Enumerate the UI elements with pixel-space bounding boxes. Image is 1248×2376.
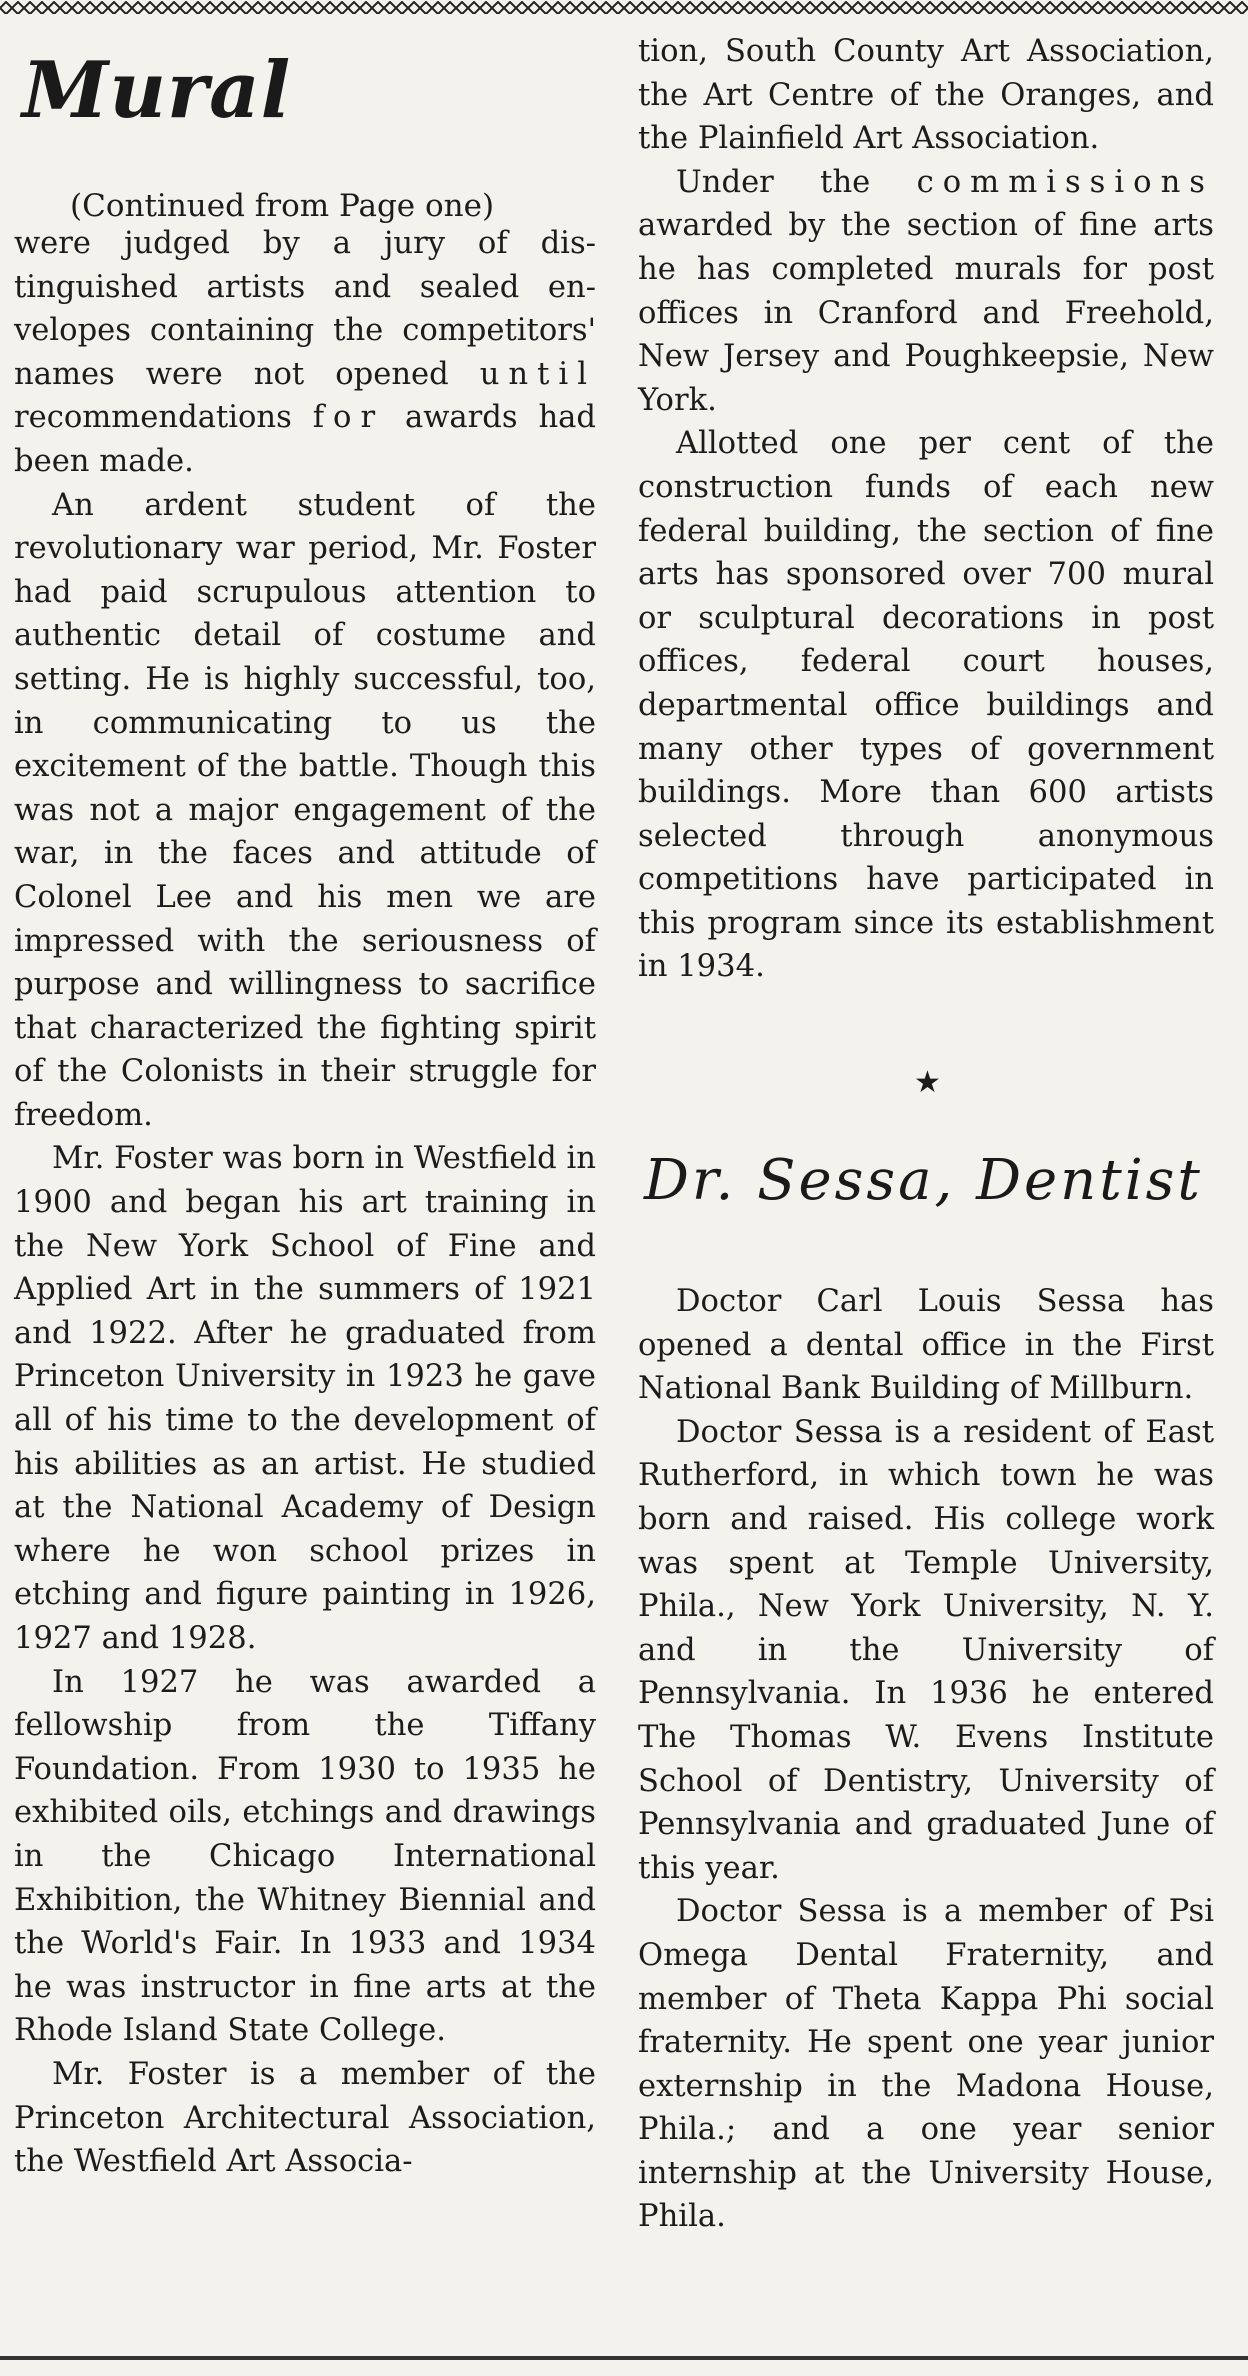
mural-paragraph-7: Allotted one per cent of the construction funds of each new federal building, the section of fine arts has sponsored over 700 mural or sculptural decorations in post offices, federal court houses, departmental office buildings and many other types of government buildings. More than 600 artists selected through anonymous competitions have participated in this program since its establishment in 1934. — [638, 426, 1214, 985]
sessa-headline: Dr. Sessa, Dentist — [644, 1148, 1203, 1213]
zigzag-border-icon — [0, 1, 1248, 14]
decorative-top-border — [0, 0, 1248, 14]
continued-line: (Continued from Page one) — [70, 188, 495, 224]
mural-headline: Mural — [22, 45, 292, 136]
mural-article-body — [14, 222, 596, 2184]
bottom-rule — [0, 2356, 1248, 2360]
mural-paragraph-4: In 1927 he was awarded a fellowship from the Tiffany Foundation. From 1930 to 1935 he exhibited oils, etchings and drawings in the Chicago International Exhibition, the Whitney Biennial and the World's Fair. In 1933 and 1934 he was instructor in fine arts at the Rhode Island State College. — [14, 1664, 596, 2049]
mural-paragraph-1: were judged by a jury of distinguished artists and sealed envelopes containing the competitors' names were not opened until recommendations for awards had been made. — [14, 226, 596, 479]
sessa-paragraph-1: Doctor Carl Louis Sessa has opened a dental office in the First National Bank Building of Millburn. — [638, 1284, 1214, 1407]
star-separator-icon: ★ — [914, 1065, 941, 1100]
mural-article-continuation — [638, 30, 1214, 989]
mural-paragraph-6: Under the commissions awarded by the section of fine arts he has completed murals for post offices in Cranford and Freehold, New Jersey and Poughkeepsie, New York. — [638, 164, 1214, 418]
mural-paragraph-5-continued: tion, South County Art Association, the Art Centre of the Oranges, and the Plainfield Art Association. — [638, 34, 1214, 157]
sessa-paragraph-3: Doctor Sessa is a member of Psi Omega Dental Fraternity, and member of Theta Kappa Phi social fraternity. He spent one year junior externship in the Madona House, Phila.; and a one year senior internship at the University House, Phila. — [638, 1894, 1214, 2235]
sessa-paragraph-2: Doctor Sessa is a resident of East Rutherford, in which town he was born and raised. His college work was spent at Temple University, Phila., New York University, N. Y. and in the University of Pennsylvania. In 1936 he entered The Thomas W. Evens Institute School of Dentistry, University of Pennsylvania and graduated June of this year. — [638, 1414, 1214, 1886]
mural-paragraph-3: Mr. Foster was born in Westfield in 1900 and began his art training in the New York School of Fine and Applied Art in the summers of 1921 and 1922. After he graduated from Princeton University in 1923 he gave all of his time to the development of his abilities as an artist. He studied at the National Academy of Design where he won school prizes in etching and figure painting in 1926, 1927 and 1928. — [14, 1141, 596, 1656]
sessa-article-body — [638, 1280, 1214, 2239]
mural-paragraph-5: Mr. Foster is a member of the Princeton Architectural Association, the Westfield Art Associa- — [14, 2056, 596, 2180]
mural-paragraph-2: An ardent student of the revolutionary war period, Mr. Foster had paid scrupulous attention to authentic detail of costume and setting. He is highly successful, too, in communicating to us the excitement of the battle. Though this was not a major engagement of the war, in the faces and attitude of Colonel Lee and his men we are impressed with the seriousness of purpose and willingness to sacrifice that characterized the fighting spirit of the Colonists in their struggle for freedom. — [14, 487, 596, 1133]
